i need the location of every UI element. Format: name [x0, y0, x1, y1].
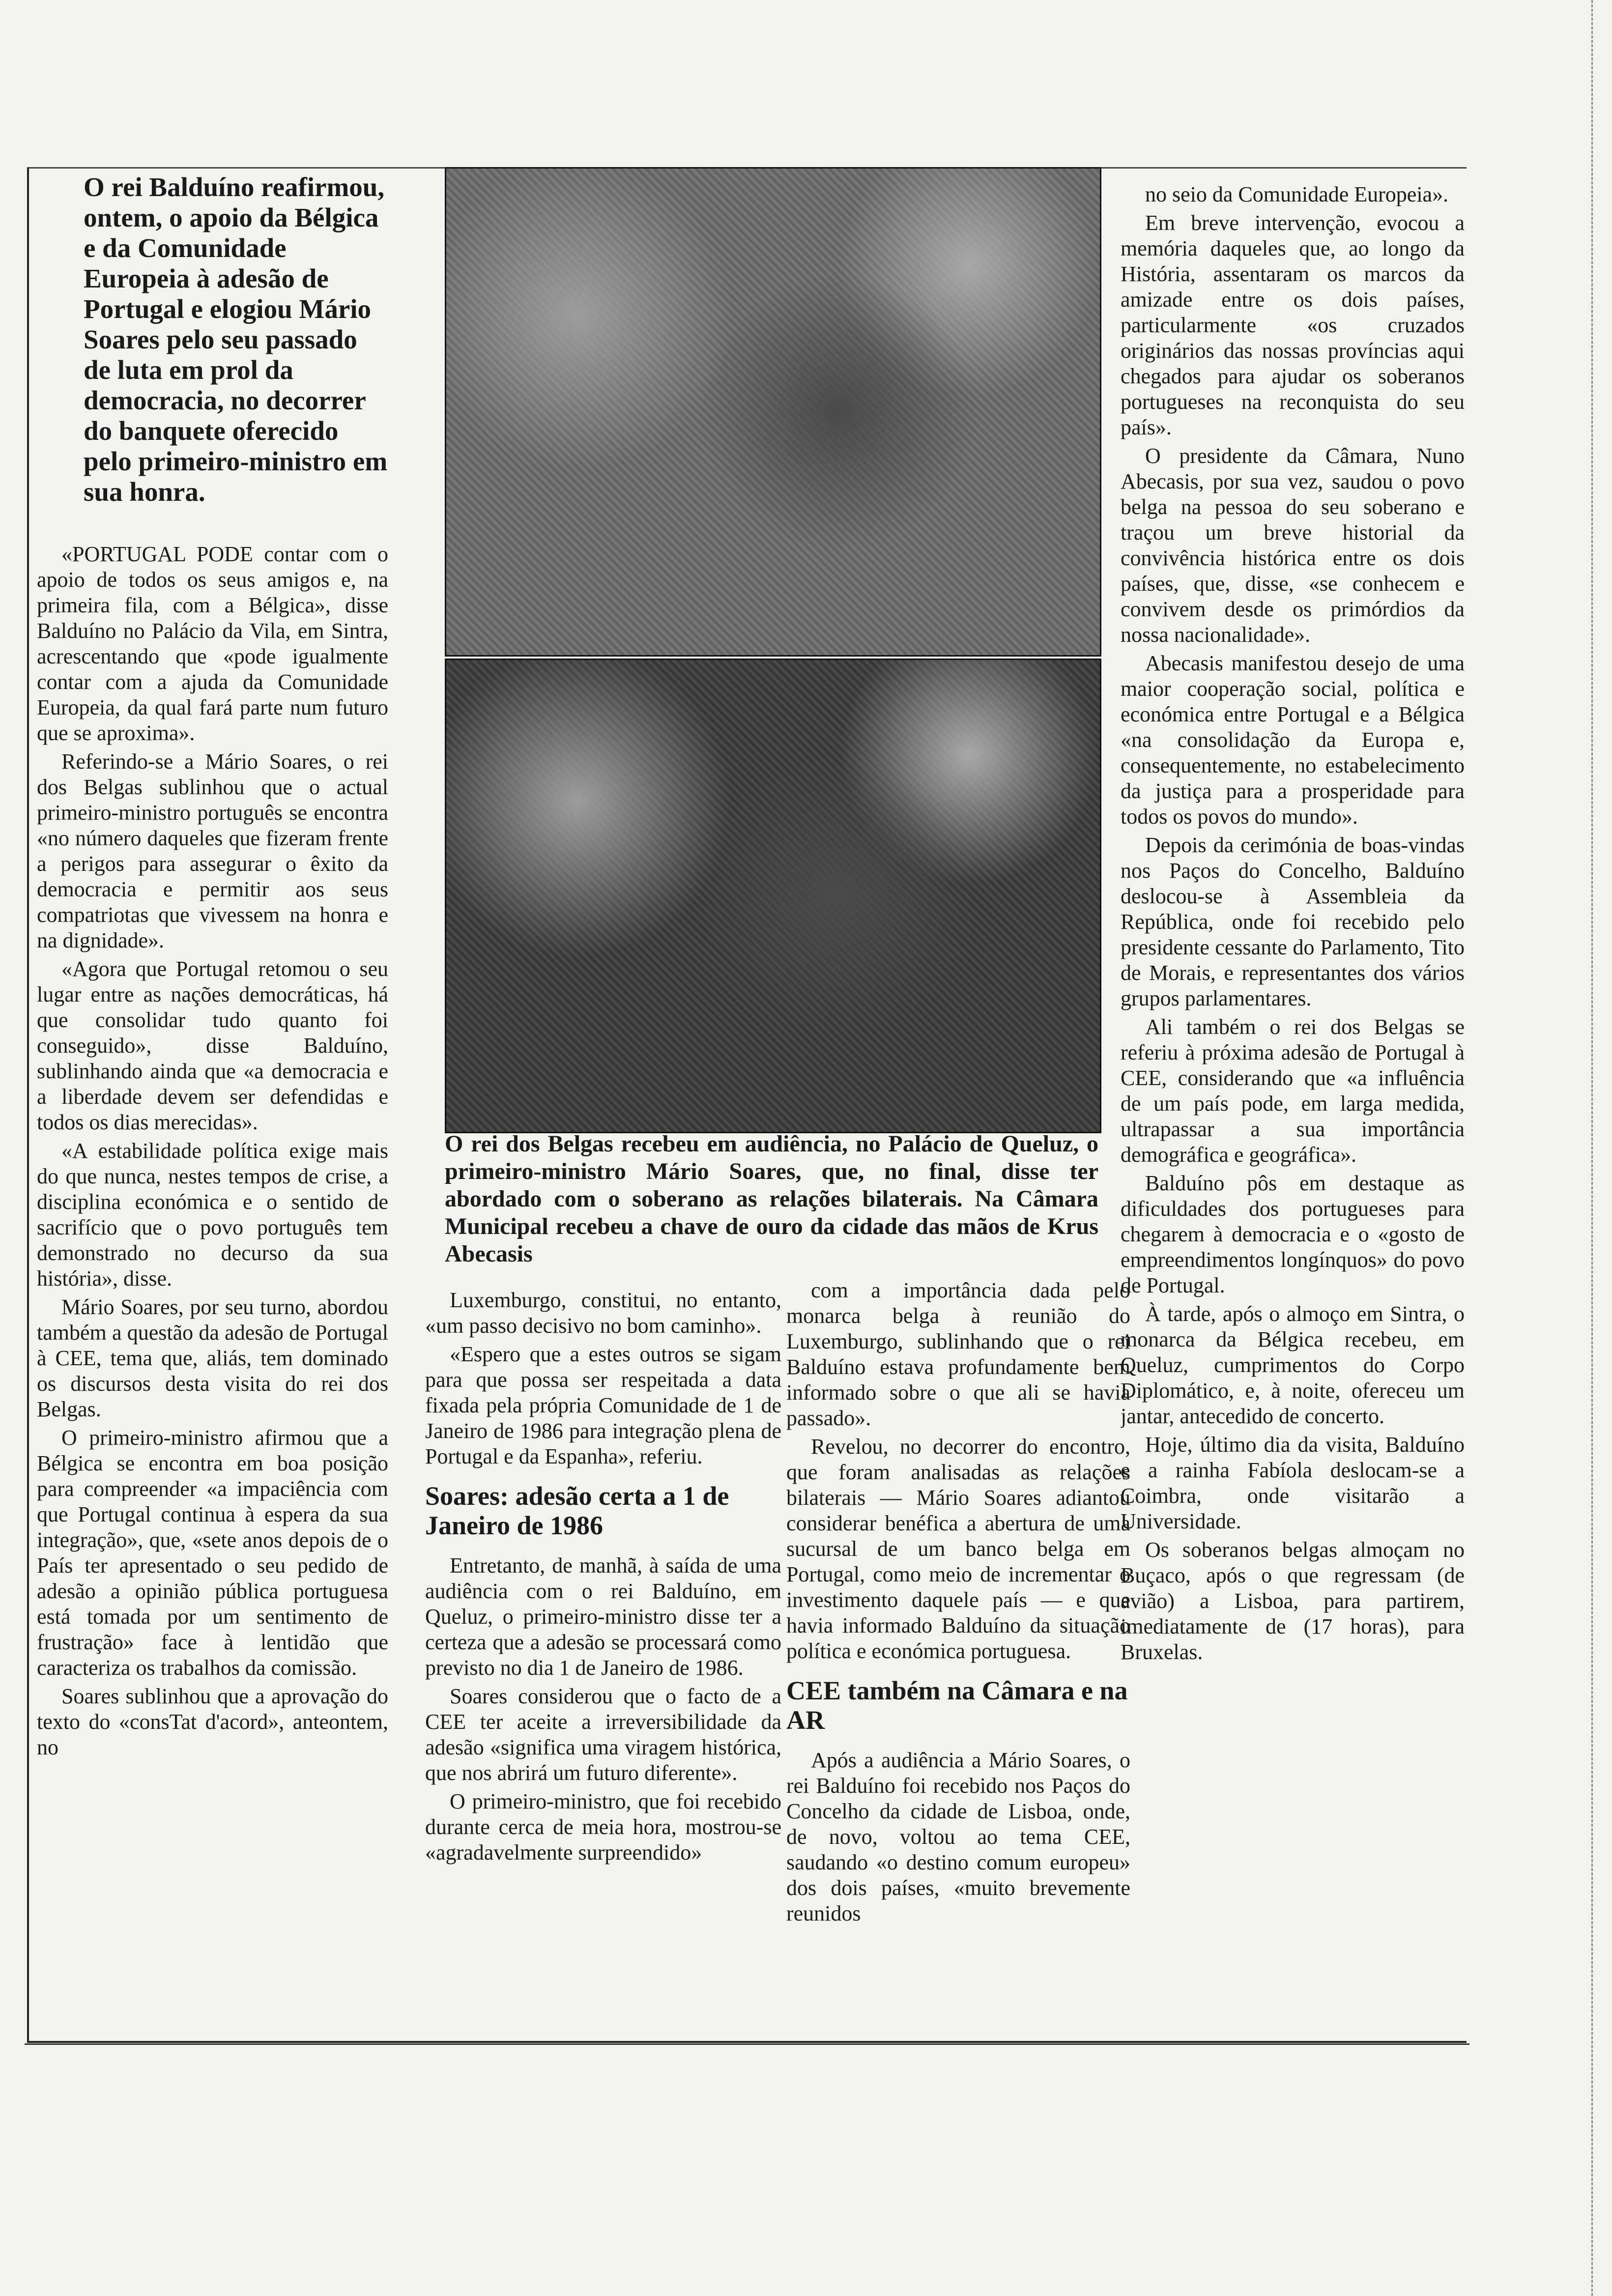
paragraph: Referindo-se a Mário Soares, o rei dos Belgas sublinhou que o actual primeiro-ministro português se encontra «no número daqueles que fizeram frente a perigos para assegurar o êxito da democracia e permitir aos seus compatriotas que vivessem na honra e na dignidade». — [37, 749, 388, 952]
subheading: CEE também na Câmara e na AR — [786, 1676, 1128, 1735]
paragraph: Luxemburgo, constitui, no entanto, «um passo decisivo no bom caminho». — [425, 1288, 781, 1338]
paragraph: Em breve intervenção, evocou a memória daqueles que, ao longo da História, assentaram os marcos da amizade entre os dois países, particularmente «os cruzados originários das nossas províncias aqui chegados para ajudar os soberanos portugueses na reconquista do seu país». — [1121, 211, 1465, 439]
paragraph: O primeiro-ministro afirmou que a Bélgica se encontra em boa posição para compreender «a impaciência com que Portugal continua à espera da sua integração», que, «sete anos depois de o País ter apresentado o seu pedido de adesão a opinião pública portuguesa está tomada por um sentimento de frustração» face à lentidão que caracteriza os trabalhos da comissão. — [37, 1426, 388, 1680]
paragraph: O primeiro-ministro, que foi recebido durante cerca de meia hora, mostrou-se «agradavelmente surpreendido» — [425, 1789, 781, 1865]
paragraph: Entretanto, de manhã, à saída de uma audiência com o rei Balduíno, em Queluz, o primeiro-ministro disse ter a certeza que a adesão se processará como previsto no dia 1 de Janeiro de 1986. — [425, 1553, 781, 1680]
column-3 — [786, 1278, 1130, 2039]
paragraph: Soares considerou que o facto de a CEE ter aceite a irreversibilidade da adesão «significa uma viragem histórica, que nos abrirá um futuro diferente». — [425, 1684, 781, 1785]
paragraph: Mário Soares, por seu turno, abordou também a questão da adesão de Portugal à CEE, tema que, aliás, tem dominado os discursos desta visita do rei dos Belgas. — [37, 1295, 388, 1421]
column-4 — [1121, 182, 1465, 2049]
paragraph: Depois da cerimónia de boas-vindas nos Paços do Concelho, Balduíno deslocou-se à Assembleia da República, onde foi recebido pelo presidente cessante do Parlamento, Tito de Morais, e representantes dos vários grupos parlamentares. — [1121, 833, 1465, 1010]
paragraph: com a importância dada pelo monarca belga à reunião do Luxemburgo, sublinhando que o rei Balduíno estava profundamente bem informado sobre o que ali se havia passado». — [786, 1278, 1130, 1430]
subheading: Soares: adesão certa a 1 de Janeiro de 1986 — [425, 1481, 729, 1540]
article-lead: O rei Balduíno reafirmou, ontem, o apoio da Bélgica e da Comunidade Europeia à adesão de Portugal e elogiou Mário Soares pelo seu passado de luta em prol da democracia, no decorrer do banquete oferecido pelo primeiro-ministro em sua honra. — [84, 172, 388, 507]
photo-camara-municipal — [445, 659, 1101, 1133]
paragraph: Abecasis manifestou desejo de uma maior cooperação social, política e económica entre Portugal e a Bélgica «na consolidação da Europa e, consequentemente, no estabelecimento da justiça para a prosperidade para todos os povos do mundo». — [1121, 651, 1465, 829]
column-2 — [425, 1288, 781, 2039]
paragraph: O presidente da Câmara, Nuno Abecasis, por sua vez, saudou o povo belga na pessoa do seu soberano e traçou um breve historial da convivência histórica entre os dois países, que, disse, «se conhecem e convivem desde os primórdios da nossa nacionalidade». — [1121, 444, 1465, 647]
paragraph: Ali também o rei dos Belgas se referiu à próxima adesão de Portugal à CEE, considerando que «a influência de um país pode, em larga medida, ultrapassar a sua importância demográfica e geográfica». — [1121, 1015, 1465, 1167]
paragraph: Após a audiência a Mário Soares, o rei Balduíno foi recebido nos Paços do Concelho da cidade de Lisboa, onde, de novo, voltou ao tema CEE, saudando «o destino comum europeu» dos dois países, «muito brevemente reunidos — [786, 1748, 1130, 1925]
photo-caption: O rei dos Belgas recebeu em audiência, no Palácio de Queluz, o primeiro-ministro Mário Soares, que, no final, disse ter abordado com o soberano as relações bilaterais. Na Câmara Municipal recebeu a chave de ouro da cidade das mãos de Krus Abecasis — [445, 1131, 1098, 1267]
paragraph: no seio da Comunidade Europeia». — [1145, 182, 1449, 206]
scan-margin-line — [1591, 0, 1593, 2296]
column-1 — [37, 172, 388, 2039]
paragraph: Soares sublinhou que a aprovação do texto do «consTat d'acord», anteontem, no — [37, 1684, 388, 1759]
paragraph: Os soberanos belgas almoçam no Buçaco, após o que regressam (de avião) a Lisboa, para partirem, imediatamente de (17 horas), para Bruxelas. — [1121, 1538, 1465, 1664]
paragraph: «A estabilidade política exige mais do que nunca, nestes tempos de crise, a disciplina económica e o sentido de sacrifício que o povo português tem demonstrado no decurso da sua história», disse. — [37, 1139, 388, 1291]
paragraph: À tarde, após o almoço em Sintra, o monarca da Bélgica recebeu, em Queluz, cumprimentos do Corpo Diplomático, e, à noite, ofereceu um jantar, antecedido de concerto. — [1121, 1302, 1465, 1428]
paragraph: Hoje, último dia da visita, Balduíno e a rainha Fabíola deslocam-se a Coimbra, onde visitarão a Universidade. — [1121, 1433, 1465, 1533]
paragraph: «Agora que Portugal retomou o seu lugar entre as nações democráticas, há que consolidar tudo quanto foi conseguido», disse Balduíno, sublinhando ainda que «a democracia e a liberdade devem ser defendidas e todos os dias merecidas». — [37, 957, 388, 1134]
paragraph: Balduíno pôs em destaque as dificuldades dos portugueses para chegarem à democracia e o «gosto de empreendimentos longínquos» do povo de Portugal. — [1121, 1171, 1465, 1297]
paragraph: Revelou, no decorrer do encontro, que foram analisadas as relações bilaterais — Mário Soares adiantou considerar benéfica a abertura de uma sucursal de um banco belga em Portugal, como meio de incrementar o investimento daquele país — e que havia informado Balduíno da situação política e económica portuguesa. — [786, 1435, 1130, 1663]
bottom-rule — [25, 2043, 1469, 2045]
photo-audience-queluz — [445, 167, 1101, 657]
paragraph: «PORTUGAL PODE contar com o apoio de todos os seus amigos e, na primeira fila, com a Bélgica», disse Balduíno no Palácio da Vila, em Sintra, acrescentando que «pode igualmente contar com a ajuda da Comunidade Europeia, da qual fará parte num futuro que se aproxima». — [37, 542, 388, 745]
paragraph: «Espero que a estes outros se sigam para que possa ser respeitada a data fixada pela própria Comunidade de 1 de Janeiro de 1986 para integração plena de Portugal e da Espanha», referiu. — [425, 1342, 781, 1468]
